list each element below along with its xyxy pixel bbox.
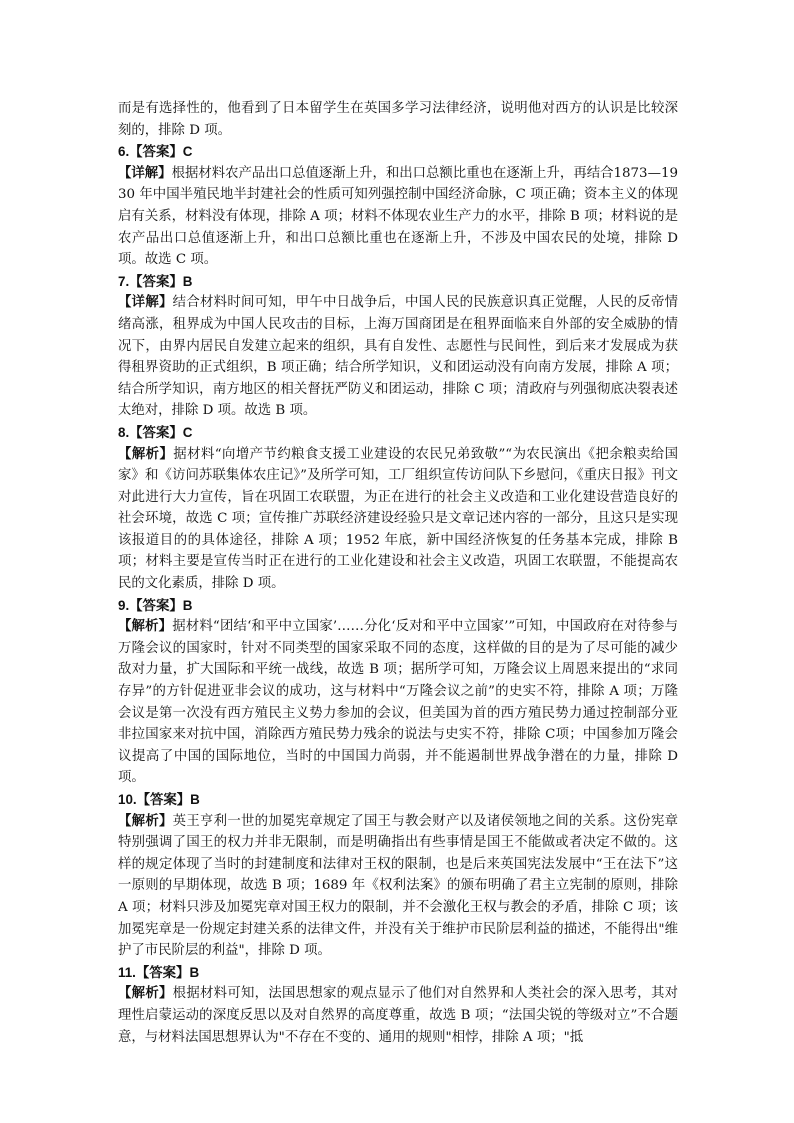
explanation-label: 【详解】 <box>118 294 173 311</box>
explanation-label: 【解析】 <box>118 812 173 829</box>
answer-10: 10.【答案】B <box>118 792 200 807</box>
explanation-11 <box>118 983 678 1048</box>
explanation-text: 根据材料可知，法国思想家的观点显示了他们对自然界和人类社会的深入思考，其对理性启蒙运动的深度反思以及对自然界的高度尊重，故选 B 项；“法国尖锐的等级对立”不合题意，与材料法国思想界认为"不存在不变的、通用的规则"相悖，排除 A 项；"抵 <box>118 986 679 1045</box>
answer-7: 7.【答案】B <box>118 273 193 289</box>
explanation-text: 结合材料时间可知，甲午中日战争后，中国人民的民族意识真正觉醒，人民的反帝情绪高涨，租界成为中国人民攻击的目标，上海万国商团是在租界面临来自外部的安全威胁的情况下，由界内居民自发建立起来的组织，具有自发性、志愿性与民间性，到后来才发展成为获得租界资助的正式组织，B 项正确；结合所学知识，义和团运动没有向南方发展，排除 A 项；结合所学知识，南方地区的相关督抚严防义和团运动，排除 C 项；清政府与列强彻底决裂表述太绝对，排除 D 项。故选 B 项。 <box>118 295 679 419</box>
document-page <box>118 98 678 1048</box>
explanation-text: 英王亨利一世的加冕宪章规定了国王与教会财产以及诸侯领地之间的关系。这份宪章特别强调了国王的权力并非无限制，而是明确指出有些事情是国王不能做或者决定不做的。这样的规定体现了当时的封建制度和法律对王权的限制，也是后来英国宪法发展中“王在法下”这一原则的早期体现，故选 B 项；1689 年《权利法案》的颁布明确了君主立宪制的原则，排除 A 项；材料只涉及加冕宪章对国王权力的限制，并不会激化王权与教会的矛盾，排除 C 项；该加冕宪章是一份规定封建关系的法律文件，并没有关于维护市民阶层利益的描述，不能得出"维护了市民阶层的利益"，排除 D 项。 <box>118 813 679 959</box>
explanation-6 <box>118 163 678 271</box>
explanation-label: 【解析】 <box>118 445 174 462</box>
explanation-label: 【解析】 <box>118 618 173 635</box>
explanation-label: 【详解】 <box>118 164 172 181</box>
explanation-text: 根据材料农产品出口总值逐渐上升，和出口总额比重也在逐渐上升，再结合1873—1930 年中国半殖民地半封建社会的性质可知列强控制中国经济命脉，C 项正确；资本主义的体现启有关系，材料没有体现，排除 A 项；材料不体现农业生产力的水平，排除 B 项；材料说的是农产品出口总值逐渐上升，和出口总额比重也在逐渐上升，不涉及中国农民的处境，排除 D 项。故选 C 项。 <box>118 165 679 268</box>
answer-6: 6.【答案】C <box>118 144 193 160</box>
explanation-10 <box>118 811 678 962</box>
answer-11: 11.【答案】B <box>118 964 200 980</box>
explanation-text: 据材料“团结‘和平中立国家’……分化‘反对和平中立国家’”可知，中国政府在对待参与万隆会议的国家时，针对不同类型的国家采取不同的态度，这样做的目的是为了尽可能的减少敌对力量，扩大国际和平统一战线，故选 B 项；据所学可知，万隆会议上周恩来提出的“求同存异”的方针促进亚非会议的成功，这与材料中“万隆会议之前”的史实不符，排除 A 项；万隆会议是第一次没有西方殖民主义势力参加的会议，但美国为首的西方殖民势力通过控制部分亚非拉国家来对抗中国，消除西方殖民势力残余的说法与史实不符，排除 C项；中国参加万隆会议提高了中国的国际地位，当时的中国国力尚弱，并不能遏制世界战争潜在的力量，排除 D 项。 <box>118 619 678 786</box>
explanation-text: 据材料“向增产节约粮食支援工业建设的农民兄弟致敬”“为农民演出《把余粮卖给国家》和《访问苏联集体农庄记》”及所学可知，工厂组织宣传访问队下乡慰问，《重庆日报》刊文对此进行大力宣传，旨在巩固工农联盟，为正在进行的社会主义改造和工业化建设营造良好的社会环境，故选 C 项；宣传推广苏联经济建设经验只是文章记述内容的一部分，且这只是实现该报道目的的具体途径，排除 A 项；1952 年底，新中国经济恢复的任务基本完成，排除 B 项；材料主要是宣传当时正在进行的工业化建设和社会主义改造，巩固工农联盟，不能提高农民的文化素质，排除 D 项。 <box>118 446 679 592</box>
answer-9: 9.【答案】B <box>118 597 193 613</box>
explanation-7 <box>118 292 678 422</box>
answer-8: 8.【答案】C <box>118 424 193 440</box>
explanation-label: 【解析】 <box>118 985 173 1002</box>
intro-paragraph: 而是有选择性的，他看到了日本留学生在英国多学习法律经济，说明他对西方的认识是比较深刻的，排除 D 项。 <box>118 101 678 138</box>
explanation-8 <box>118 444 678 595</box>
explanation-9 <box>118 616 678 789</box>
